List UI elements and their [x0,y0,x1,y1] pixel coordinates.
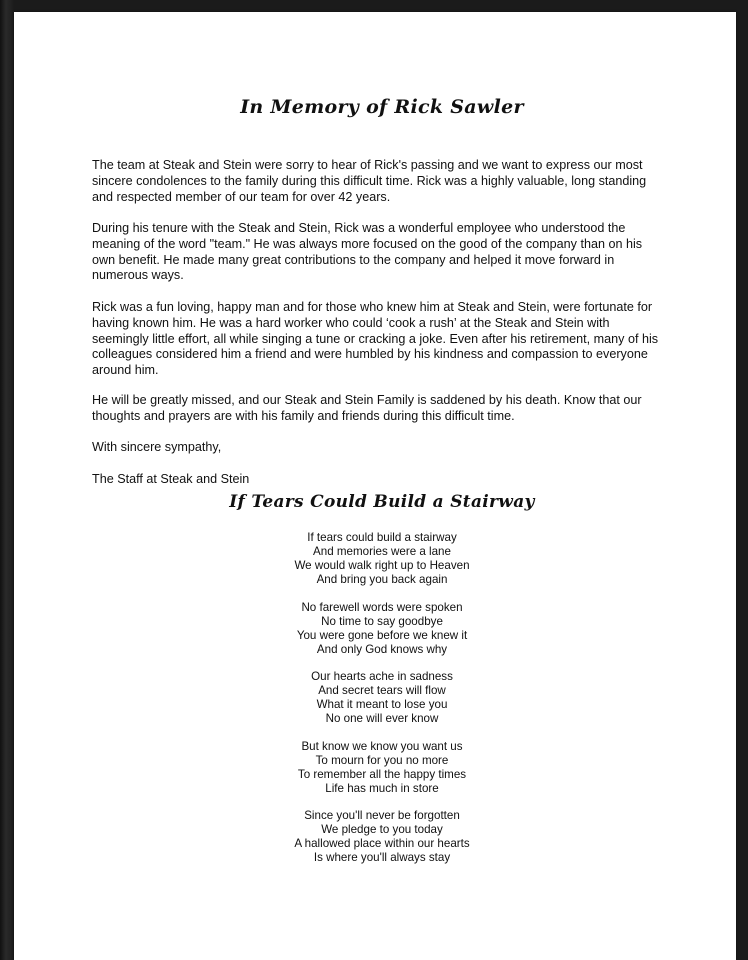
document-page [14,12,736,960]
poem-line: You were gone before we knew it [296,628,468,642]
poem-line: But know we know you want us [301,739,463,753]
closing-line: With sincere sympathy, [92,440,222,454]
poem-line: And memories were a lane [313,545,451,558]
poem-line: We pledge to you today [321,823,443,836]
poem-title: If Tears Could Build a Stairway [229,492,535,512]
poem-line: To remember all the happy times [297,767,467,781]
poem-stanza [92,670,672,726]
paragraph-tenure: During his tenure with the Steak and Stein, Rick was a wonderful employee who understood the meaning of the word "team." He was always more focused on the good of the company than on his own benefit. He made many great contributions to the company and helped it move forward in numerous ways. [92,221,643,283]
poem-line: A hallowed place within our hearts [294,837,470,850]
poem-line: Is where you'll always stay [313,851,451,864]
poem [92,531,672,879]
paragraph-condolences: The team at Steak and Stein were sorry to hear of Rick's passing and we want to express our most sincere condolences to the family during this difficult time. Rick was a highly valuable, long standing and respected member of our team for over 42 years. [92,158,647,204]
poem-line: Our hearts ache in sadness [311,670,453,683]
signature-line: The Staff at Steak and Stein [92,472,250,486]
paragraph-missed: He will be greatly missed, and our Steak and Stein Family is saddened by his death. Know that our thoughts and prayers are with his family and friends during this difficult time. [92,393,642,423]
poem-stanza [92,531,672,587]
poem-line: To mourn for you no more [315,753,449,767]
poem-line: No farewell words were spoken [301,600,463,614]
poem-line: And secret tears will flow [318,684,446,697]
poem-stanza [92,601,672,657]
poem-line: And only God knows why [316,642,448,656]
paragraph-character: Rick was a fun loving, happy man and for those who knew him at Steak and Stein, were fortunate for having known him. He was a hard worker who could ‘cook a rush’ at the Steak and Stein with seemingly little effort, all while singing a tune or cracking a joke. Even after his retirement, many of his colleagues considered him a friend and were humbled by his kindness and compassion to everyone around him. [92,300,659,378]
memorial-title: In Memory of Rick Sawler [240,96,524,118]
poem-line: No time to say goodbye [321,614,443,628]
poem-stanza [92,740,672,796]
poem-line: Since you'll never be forgotten [304,809,460,822]
poem-line: Life has much in store [325,781,439,795]
poem-line: And bring you back again [316,573,448,586]
poem-line: We would walk right up to Heaven [294,559,470,572]
poem-stanza [92,809,672,865]
poem-line: If tears could build a stairway [307,531,457,544]
poem-line: What it meant to lose you [316,698,448,711]
poem-line: No one will ever know [325,712,439,725]
